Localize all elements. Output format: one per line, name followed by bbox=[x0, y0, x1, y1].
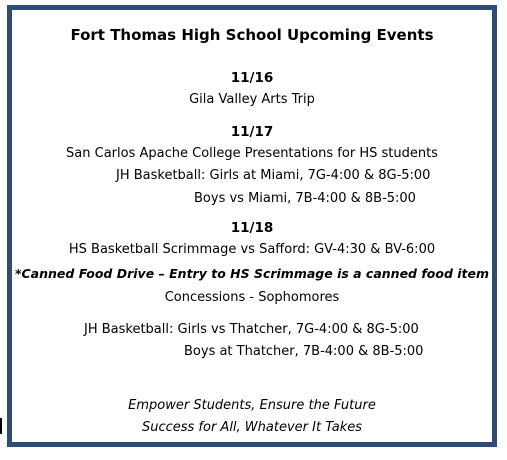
edge-divider bbox=[0, 418, 2, 434]
jh-basketball-boys-miami: Boys vs Miami, 7B-4:00 & 8B-5:00 bbox=[194, 191, 416, 206]
motto-line-1: Empower Students, Ensure the Future bbox=[128, 398, 376, 413]
concessions-note: Concessions - Sophomores bbox=[164, 290, 340, 305]
date-11-18: 11/18 bbox=[230, 220, 274, 236]
date-11-17: 11/17 bbox=[230, 124, 274, 140]
events-flyer bbox=[7, 5, 497, 447]
jh-basketball-boys-thatcher: Boys at Thatcher, 7B-4:00 & 8B-5:00 bbox=[184, 344, 424, 359]
jh-basketball-girls-miami: JH Basketball: Girls at Miami, 7G-4:00 & 8G-5:00 bbox=[116, 168, 431, 183]
canned-food-note: *Canned Food Drive – Entry to HS Scrimmage is a canned food item bbox=[14, 266, 490, 281]
motto-line-2: Success for All, Whatever It Takes bbox=[141, 420, 363, 435]
event-college-presentations: San Carlos Apache College Presentations for HS students bbox=[66, 146, 438, 161]
flyer-title: Fort Thomas High School Upcoming Events bbox=[70, 26, 434, 44]
jh-basketball-girls-thatcher: JH Basketball: Girls vs Thatcher, 7G-4:00 & 8G-5:00 bbox=[84, 322, 419, 337]
date-11-16: 11/16 bbox=[230, 70, 274, 86]
event-hs-scrimmage: HS Basketball Scrimmage vs Safford: GV-4:30 & BV-6:00 bbox=[68, 242, 436, 257]
event-arts-trip: Gila Valley Arts Trip bbox=[189, 92, 315, 107]
